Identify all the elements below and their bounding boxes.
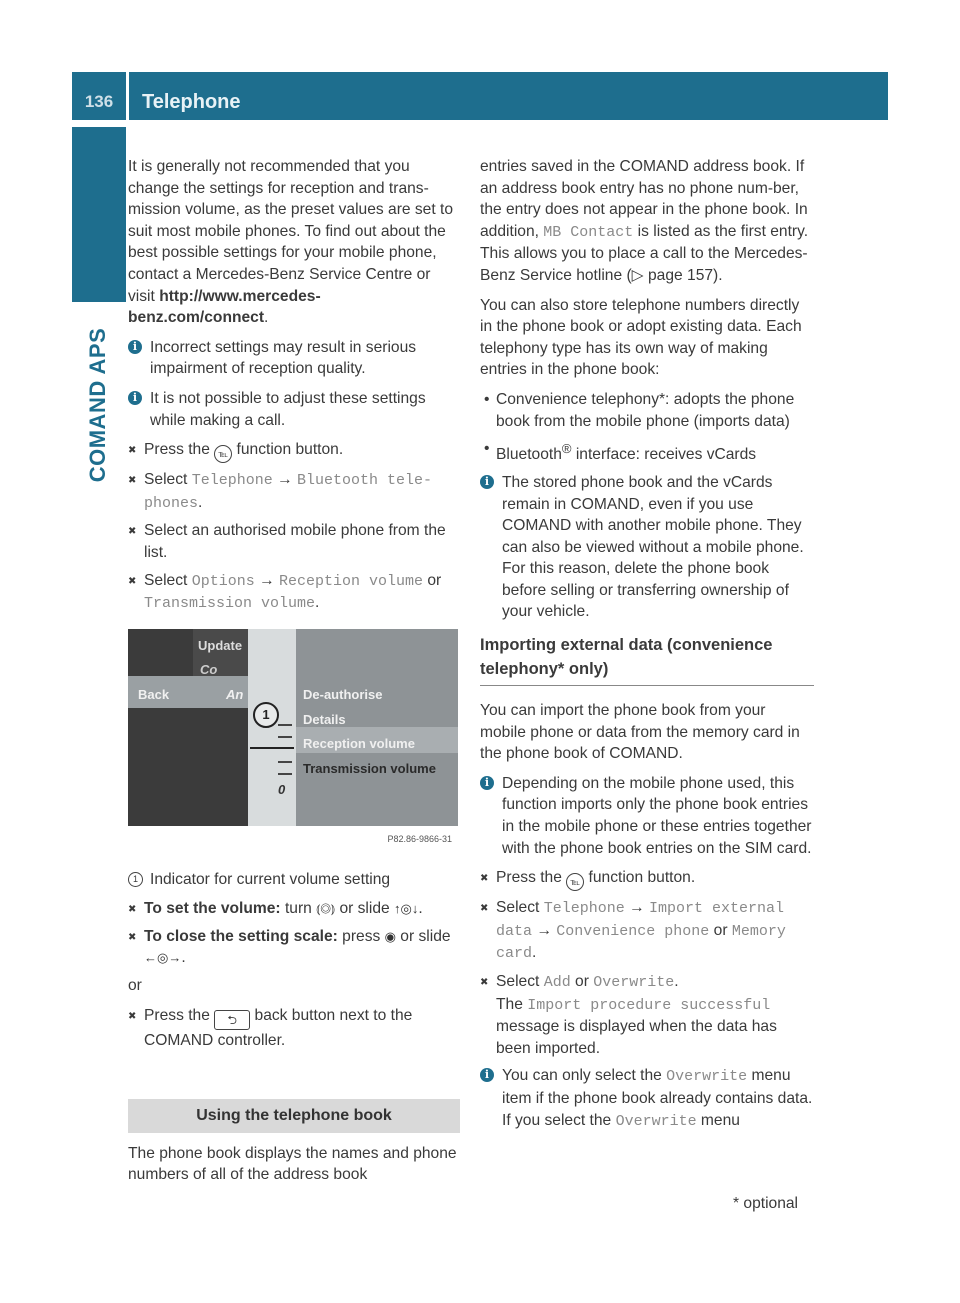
step-text: or xyxy=(570,973,594,990)
paragraph-text: is listed as the first entry. This allows you to place a call to the Mercedes-Benz Service hotline (▷ page 157). xyxy=(480,222,809,284)
instruction-step xyxy=(128,570,460,615)
step-text: Press the xyxy=(496,869,567,887)
step-text: back button next to the COMAND controller. xyxy=(144,1006,413,1049)
step-text: Select xyxy=(496,899,544,917)
scale-tick xyxy=(278,773,292,775)
menu-term: Overwrite xyxy=(593,974,675,991)
step-text: . xyxy=(181,949,186,967)
left-column xyxy=(128,156,460,1194)
menu-term: Transmission volume xyxy=(144,595,316,613)
callout-legend xyxy=(128,869,460,891)
section-paragraph: The phone book displays the names and phone numbers of all of the address book xyxy=(128,1144,457,1184)
info-icon: i xyxy=(480,475,494,489)
info-icon: i xyxy=(480,1068,494,1082)
step-text: The xyxy=(496,995,528,1013)
intro-end: . xyxy=(264,309,269,327)
registered-mark: ® xyxy=(561,441,572,457)
header-divider xyxy=(126,72,129,120)
step-text: . xyxy=(532,944,537,962)
step-text: Select xyxy=(496,973,544,990)
instruction-step xyxy=(128,520,460,563)
step-text: function button. xyxy=(584,869,696,887)
page-title: Telephone xyxy=(142,91,241,113)
or-text: or xyxy=(128,977,142,995)
page-header xyxy=(72,72,888,120)
info-icon: i xyxy=(128,340,142,354)
screen-menu-item: Details xyxy=(303,711,346,727)
note-text: Incorrect settings may result in serious impairment of reception quality. xyxy=(150,338,417,378)
paragraph xyxy=(480,156,814,287)
controller-press-icon: ◉ xyxy=(384,928,396,944)
controller-slide-vertical-icon: ↑◎↓ xyxy=(394,901,419,917)
step-text: turn xyxy=(280,900,317,918)
step-label: To close the setting scale: xyxy=(144,927,338,945)
step-text: or slide xyxy=(395,927,451,945)
instruction-step xyxy=(128,1005,460,1052)
intro-link[interactable]: http://www.mercedes-benz.com/connect xyxy=(128,287,321,327)
instruction-step xyxy=(128,469,460,514)
bullet-item: • Convenience telephony*: adopts the phone book from the mobile phone (imports data) xyxy=(480,389,814,432)
instruction-step xyxy=(128,439,460,463)
menu-term: Add xyxy=(543,974,571,991)
menu-term: Bluetooth tele-phones xyxy=(144,472,432,512)
scale-tick xyxy=(278,736,292,738)
page-number-box xyxy=(72,72,126,120)
arrow-separator: → xyxy=(532,921,557,939)
comand-screenshot xyxy=(128,629,458,855)
screen-callout-marker: 1 xyxy=(253,702,279,728)
info-icon: i xyxy=(128,391,142,405)
screen-scale-panel xyxy=(248,629,296,826)
menu-term: Telephone xyxy=(543,900,625,918)
scale-current-level xyxy=(250,747,294,749)
menu-term: Options xyxy=(191,572,255,590)
info-note xyxy=(480,1065,814,1132)
intro-paragraph xyxy=(128,156,460,329)
legend-text: Indicator for current volume setting xyxy=(150,870,391,888)
step-text: message is displayed when the data has been imported. xyxy=(496,1018,777,1057)
bullet-text: interface: receives vCards xyxy=(571,446,757,464)
telephone-icon: ℡ xyxy=(566,873,584,891)
back-button-icon: ⮌ xyxy=(214,1010,250,1030)
menu-term: Memory card xyxy=(496,922,786,963)
scale-tick xyxy=(278,761,292,763)
step-text: Select xyxy=(144,571,192,589)
scale-zero-label: 0 xyxy=(278,781,286,797)
step-text: Select xyxy=(144,471,192,489)
right-column xyxy=(480,156,814,1140)
menu-term: Overwrite xyxy=(615,1112,697,1130)
bullet-text: Bluetooth xyxy=(496,446,562,464)
menu-term: Convenience phone xyxy=(556,922,710,940)
info-icon: i xyxy=(480,776,494,790)
menu-term: Import procedure successful xyxy=(527,996,771,1014)
step-text: Press the xyxy=(144,1006,215,1024)
step-text: . xyxy=(418,900,423,918)
instruction-step xyxy=(480,867,814,891)
paragraph-text: entries saved in the COMAND address book. If an address book entry has no phone num-ber, the entry does not appear in the phone book. In addition, xyxy=(480,158,808,240)
note-text: menu xyxy=(696,1111,740,1129)
screen-menu-item: Transmission volume xyxy=(303,760,436,776)
screen-menu-item: De-authorise xyxy=(303,686,383,702)
intro-text: It is generally not recommended that you change the settings for reception and trans-mission volume, as the preset values are set to suit most mobile phones. To find out about the best possible settings for your mobile phone, contact a Mercedes-Benz Service Centre or visit xyxy=(128,158,454,305)
side-tab-block xyxy=(72,127,126,302)
step-text: press xyxy=(337,927,385,945)
section-heading: Using the telephone book xyxy=(128,1099,460,1133)
screen-co-label: Co xyxy=(200,661,218,677)
paragraph: You can import the phone book from your mobile phone or data from the memory card in the phone book of COMAND. xyxy=(480,702,800,763)
step-text: Select an authorised mobile phone from the list. xyxy=(144,522,446,561)
controller-turn-icon: ⦅◎⦆ xyxy=(316,901,336,917)
instruction-step xyxy=(480,971,814,1059)
menu-term: Reception volume xyxy=(278,572,423,590)
menu-term: Import external data xyxy=(496,900,784,940)
step-text: or slide xyxy=(335,900,395,918)
screen-back-label: Back xyxy=(138,686,170,702)
paragraph: You can also store telephone numbers directly in the phone book or adopt existing data. Each telephony type has its own way of making entries in the phone book: xyxy=(480,296,802,379)
page-number: 136 xyxy=(84,92,114,111)
info-note xyxy=(128,388,460,431)
step-label: To set the volume: xyxy=(144,900,281,918)
scale-tick xyxy=(278,724,292,726)
menu-term: MB Contact xyxy=(543,223,634,241)
menu-term: Telephone xyxy=(191,472,273,490)
image-code: P82.86-9866-31 xyxy=(385,829,454,851)
bullet-item xyxy=(480,438,814,466)
instruction-step xyxy=(128,898,460,920)
info-note xyxy=(480,773,814,859)
note-text: menu item if the phone book already contains data. If you select the xyxy=(502,1067,813,1129)
info-note xyxy=(480,472,814,623)
step-text: function button. xyxy=(232,441,344,459)
step-text: Press the xyxy=(144,441,215,459)
note-text: You can only select the xyxy=(502,1067,667,1085)
side-chapter-label xyxy=(79,315,117,495)
screen-menu-item: Reception volume xyxy=(303,735,415,751)
screen-update-label: Update xyxy=(198,637,243,653)
instruction-step xyxy=(480,897,814,965)
step-text: or xyxy=(709,921,732,939)
screen-an-label: An xyxy=(226,686,244,702)
menu-term: Overwrite xyxy=(666,1068,748,1086)
info-note xyxy=(128,337,460,380)
step-text: . xyxy=(198,493,203,511)
step-text: . xyxy=(674,973,679,990)
step-text: . xyxy=(315,594,320,612)
arrow-separator: → xyxy=(624,899,649,917)
side-chapter-text: COMAND APS xyxy=(85,327,110,483)
note-text: The stored phone book and the vCards remain in COMAND, even if you use COMAND with another mobile phone. They can also be viewed without a mobile phone. For this reason, delete the phone book before selling or transferring ownership of your vehicle. xyxy=(502,473,804,621)
footnote: * optional xyxy=(733,1195,799,1212)
subsection-heading: Importing external data (convenience telephony* only) xyxy=(480,633,814,686)
callout-number: 1 xyxy=(128,872,143,887)
note-text: It is not possible to adjust these settings while making a call. xyxy=(150,389,426,429)
arrow-separator: → xyxy=(254,571,279,589)
instruction-step xyxy=(128,926,460,969)
telephone-icon: ℡ xyxy=(214,445,232,463)
controller-slide-horizontal-icon: ←◎→ xyxy=(144,950,182,966)
note-text: Depending on the mobile phone used, this function imports only the phone book entries in the mobile phone or these entries together with the phone book entries on the SIM card. xyxy=(502,774,812,857)
step-text: or xyxy=(423,571,442,589)
arrow-separator: → xyxy=(272,471,297,489)
